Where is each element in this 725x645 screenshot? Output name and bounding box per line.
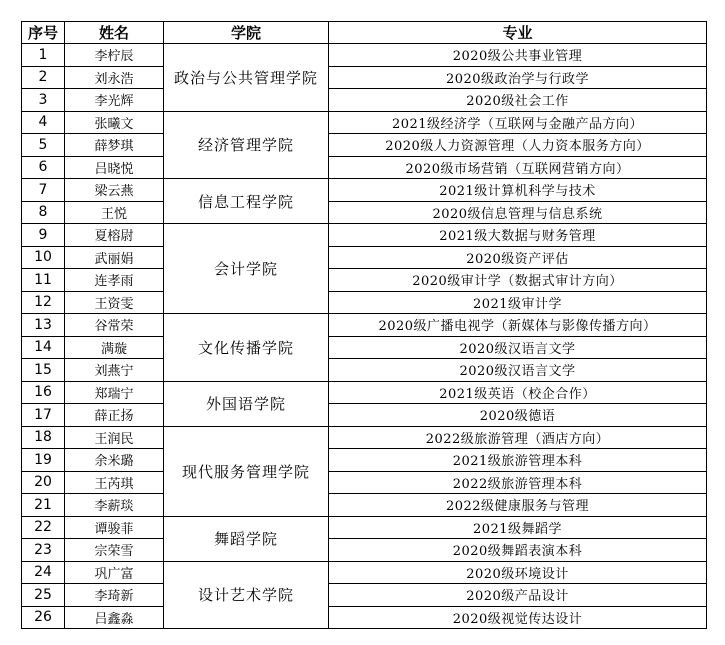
major-cell: 2020级资产评估 <box>329 246 707 269</box>
student-name-cell: 王润民 <box>65 426 164 449</box>
student-name-cell: 连孝雨 <box>65 269 164 292</box>
major-cell: 2020级市场营销（互联网营销方向） <box>329 156 707 179</box>
student-name-cell: 王资雯 <box>65 291 164 314</box>
table-row <box>22 224 707 247</box>
college-cell: 会计学院 <box>164 224 329 314</box>
major-cell: 2021级旅游管理本科 <box>329 449 707 472</box>
row-number-cell: 7 <box>22 179 65 202</box>
student-name-cell: 夏榕尉 <box>65 224 164 247</box>
student-name-cell: 满璇 <box>65 336 164 359</box>
student-name-cell: 李柠辰 <box>65 44 164 67</box>
table-row <box>22 381 707 404</box>
row-number-cell: 1 <box>22 44 65 67</box>
row-number-cell: 24 <box>22 561 65 584</box>
student-name-cell: 李琦新 <box>65 584 164 607</box>
table-row <box>22 606 707 629</box>
header-college: 学院 <box>164 22 329 44</box>
student-name-cell: 张曦文 <box>65 111 164 134</box>
major-cell: 2020级政治学与行政学 <box>329 66 707 89</box>
college-cell: 文化传播学院 <box>164 314 329 382</box>
student-name-cell: 谷常荣 <box>65 314 164 337</box>
major-cell: 2022级旅游管理本科 <box>329 471 707 494</box>
table-header <box>22 22 707 44</box>
major-cell: 2020级舞蹈表演本科 <box>329 539 707 562</box>
row-number-cell: 10 <box>22 246 65 269</box>
student-name-cell: 薛梦琪 <box>65 134 164 157</box>
major-cell: 2022级健康服务与管理 <box>329 494 707 517</box>
table-row <box>22 584 707 607</box>
table-row <box>22 134 707 157</box>
table-row <box>22 89 707 112</box>
row-number-cell: 21 <box>22 494 65 517</box>
row-number-cell: 8 <box>22 201 65 224</box>
table-row <box>22 561 707 584</box>
student-name-cell: 梁云燕 <box>65 179 164 202</box>
student-name-cell: 武丽娟 <box>65 246 164 269</box>
header-row <box>22 22 707 44</box>
student-roster-table <box>21 21 707 629</box>
table-row <box>22 404 707 427</box>
student-name-cell: 吕晓悦 <box>65 156 164 179</box>
table-row <box>22 291 707 314</box>
table-body <box>22 44 707 629</box>
table-row <box>22 494 707 517</box>
row-number-cell: 11 <box>22 269 65 292</box>
major-cell: 2020级广播电视学（新媒体与影像传播方向） <box>329 314 707 337</box>
student-name-cell: 李光辉 <box>65 89 164 112</box>
major-cell: 2020级德语 <box>329 404 707 427</box>
row-number-cell: 20 <box>22 471 65 494</box>
major-cell: 2021级大数据与财务管理 <box>329 224 707 247</box>
row-number-cell: 3 <box>22 89 65 112</box>
student-name-cell: 吕鑫淼 <box>65 606 164 629</box>
major-cell: 2022级旅游管理（酒店方向） <box>329 426 707 449</box>
table-row <box>22 156 707 179</box>
row-number-cell: 25 <box>22 584 65 607</box>
row-number-cell: 2 <box>22 66 65 89</box>
college-cell: 设计艺术学院 <box>164 561 329 629</box>
table-row <box>22 471 707 494</box>
table-row <box>22 449 707 472</box>
student-name-cell: 王悦 <box>65 201 164 224</box>
table-row <box>22 336 707 359</box>
table-row <box>22 201 707 224</box>
row-number-cell: 17 <box>22 404 65 427</box>
student-name-cell: 王芮琪 <box>65 471 164 494</box>
student-name-cell: 李薪琰 <box>65 494 164 517</box>
row-number-cell: 18 <box>22 426 65 449</box>
table-row <box>22 314 707 337</box>
major-cell: 2021级审计学 <box>329 291 707 314</box>
college-cell: 现代服务管理学院 <box>164 426 329 516</box>
row-number-cell: 23 <box>22 539 65 562</box>
table-row <box>22 426 707 449</box>
student-name-cell: 郑瑞宁 <box>65 381 164 404</box>
major-cell: 2021级计算机科学与技术 <box>329 179 707 202</box>
row-number-cell: 9 <box>22 224 65 247</box>
table-row <box>22 179 707 202</box>
row-number-cell: 14 <box>22 336 65 359</box>
college-cell: 外国语学院 <box>164 381 329 426</box>
row-number-cell: 16 <box>22 381 65 404</box>
row-number-cell: 15 <box>22 359 65 382</box>
student-name-cell: 巩广富 <box>65 561 164 584</box>
row-number-cell: 5 <box>22 134 65 157</box>
college-cell: 舞蹈学院 <box>164 516 329 561</box>
row-number-cell: 19 <box>22 449 65 472</box>
row-number-cell: 4 <box>22 111 65 134</box>
table-row <box>22 246 707 269</box>
table-row <box>22 66 707 89</box>
major-cell: 2020级汉语言文学 <box>329 336 707 359</box>
major-cell: 2021级经济学（互联网与金融产品方向） <box>329 111 707 134</box>
major-cell: 2021级英语（校企合作） <box>329 381 707 404</box>
row-number-cell: 22 <box>22 516 65 539</box>
college-cell: 信息工程学院 <box>164 179 329 224</box>
student-name-cell: 宗荣雪 <box>65 539 164 562</box>
row-number-cell: 6 <box>22 156 65 179</box>
major-cell: 2020级信息管理与信息系统 <box>329 201 707 224</box>
student-name-cell: 薛正扬 <box>65 404 164 427</box>
table-row <box>22 359 707 382</box>
major-cell: 2020级审计学（数据式审计方向） <box>329 269 707 292</box>
table-row <box>22 44 707 67</box>
major-cell: 2020级视觉传达设计 <box>329 606 707 629</box>
major-cell: 2020级汉语言文学 <box>329 359 707 382</box>
table-row <box>22 111 707 134</box>
major-cell: 2020级公共事业管理 <box>329 44 707 67</box>
table-row <box>22 539 707 562</box>
college-cell: 经济管理学院 <box>164 111 329 179</box>
college-cell: 政治与公共管理学院 <box>164 44 329 112</box>
header-no: 序号 <box>22 22 65 44</box>
row-number-cell: 26 <box>22 606 65 629</box>
row-number-cell: 12 <box>22 291 65 314</box>
major-cell: 2020级环境设计 <box>329 561 707 584</box>
major-cell: 2020级产品设计 <box>329 584 707 607</box>
table-row <box>22 516 707 539</box>
row-number-cell: 13 <box>22 314 65 337</box>
major-cell: 2020级社会工作 <box>329 89 707 112</box>
student-name-cell: 刘永浩 <box>65 66 164 89</box>
header-name: 姓名 <box>65 22 164 44</box>
student-name-cell: 谭骏菲 <box>65 516 164 539</box>
student-name-cell: 刘燕宁 <box>65 359 164 382</box>
major-cell: 2020级人力资源管理（人力资本服务方向） <box>329 134 707 157</box>
header-major: 专业 <box>329 22 707 44</box>
student-name-cell: 余米璐 <box>65 449 164 472</box>
table-row <box>22 269 707 292</box>
major-cell: 2021级舞蹈学 <box>329 516 707 539</box>
